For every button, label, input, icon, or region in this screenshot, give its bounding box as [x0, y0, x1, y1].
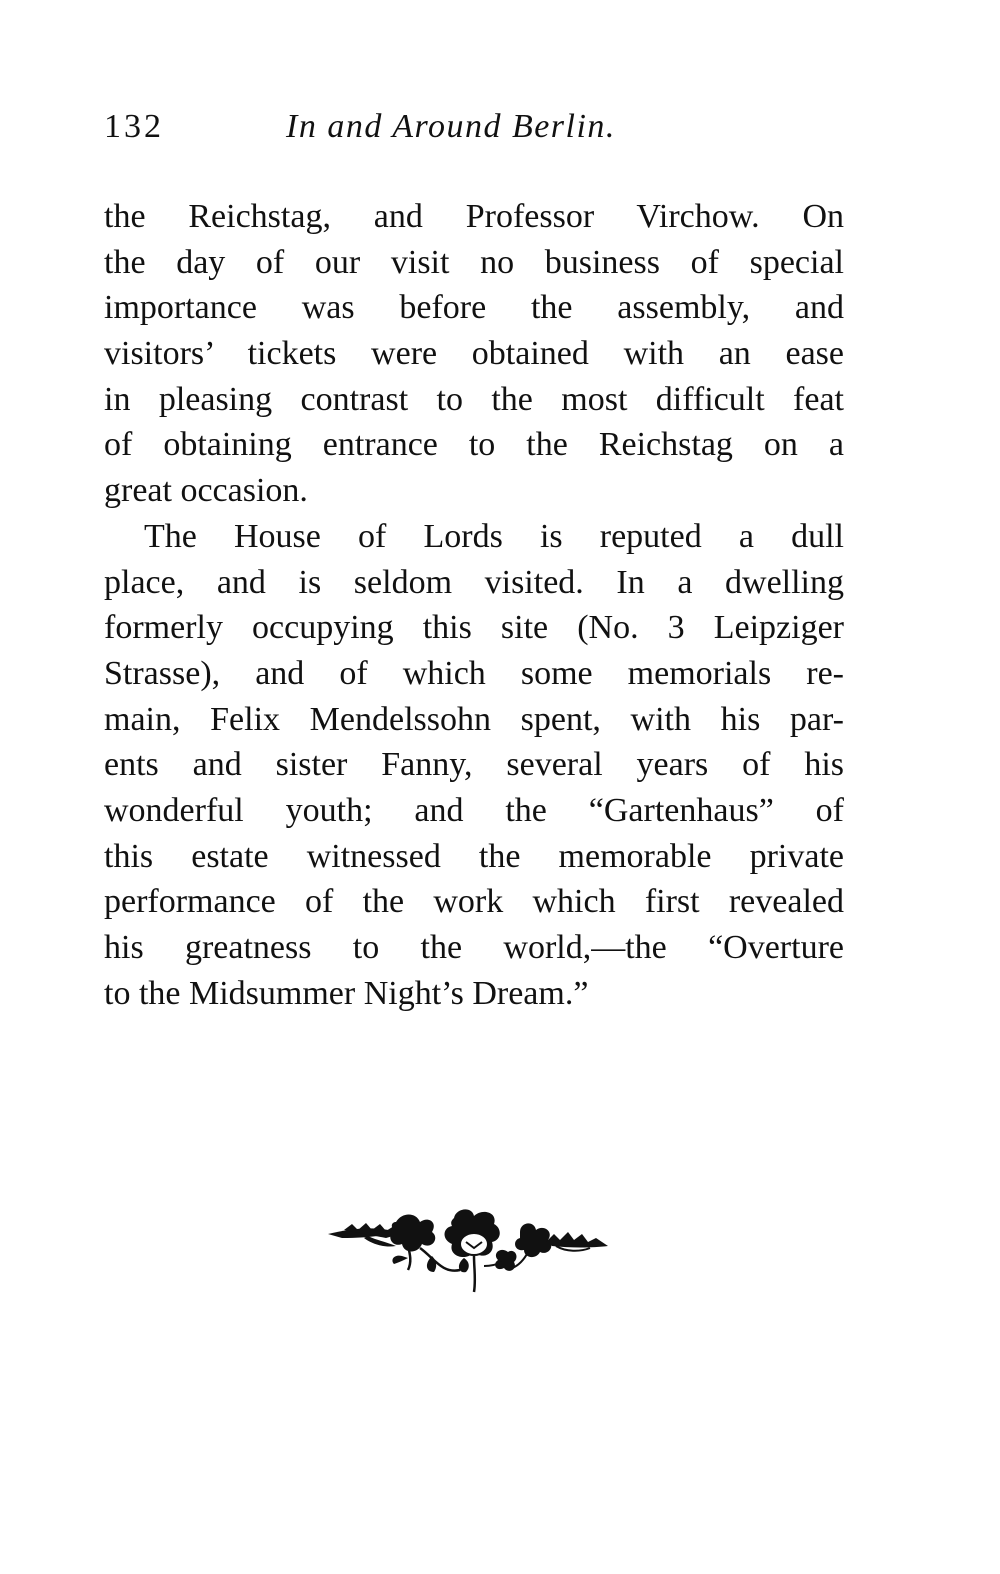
running-head: [104, 108, 844, 158]
text-line: ents and sister Fanny, several years of his: [104, 746, 844, 784]
text-line: this estate witnessed the memorable private: [104, 837, 844, 875]
text-line: to the Midsummer Night’s Dream.”: [104, 974, 589, 1012]
text-line: in pleasing contrast to the most difficult feat: [104, 380, 844, 418]
text-line: the day of our visit no business of special: [104, 243, 844, 281]
text-line: formerly occupying this site (No. 3 Leipziger: [104, 609, 844, 647]
text-line: place, and is seldom visited. In a dwelling: [104, 563, 844, 601]
paragraph-2: [104, 514, 844, 1017]
body-text: [104, 194, 844, 1016]
text-line: importance was before the assembly, and: [104, 289, 844, 327]
text-line: main, Felix Mendelssohn spent, with his par-: [104, 700, 844, 738]
running-title: In and Around Berlin.: [286, 108, 616, 145]
paragraph-1: [104, 194, 844, 514]
text-line: great occasion.: [104, 472, 308, 510]
floral-tailpiece-icon: [324, 1208, 610, 1294]
text-line: Strasse), and of which some memorials re-: [104, 654, 844, 692]
text-line: of obtaining entrance to the Reichstag on a: [104, 426, 844, 464]
text-line: his greatness to the world,—the “Overture: [104, 929, 844, 966]
text-line: performance of the work which first revealed: [104, 883, 844, 921]
page-number: 132: [104, 108, 164, 145]
text-line: the Reichstag, and Professor Virchow. On: [104, 198, 844, 235]
text-line: wonderful youth; and the “Gartenhaus” of: [104, 791, 844, 829]
text-line: visitors’ tickets were obtained with an ease: [104, 335, 844, 373]
text-line: The House of Lords is reputed a dull: [144, 517, 844, 555]
